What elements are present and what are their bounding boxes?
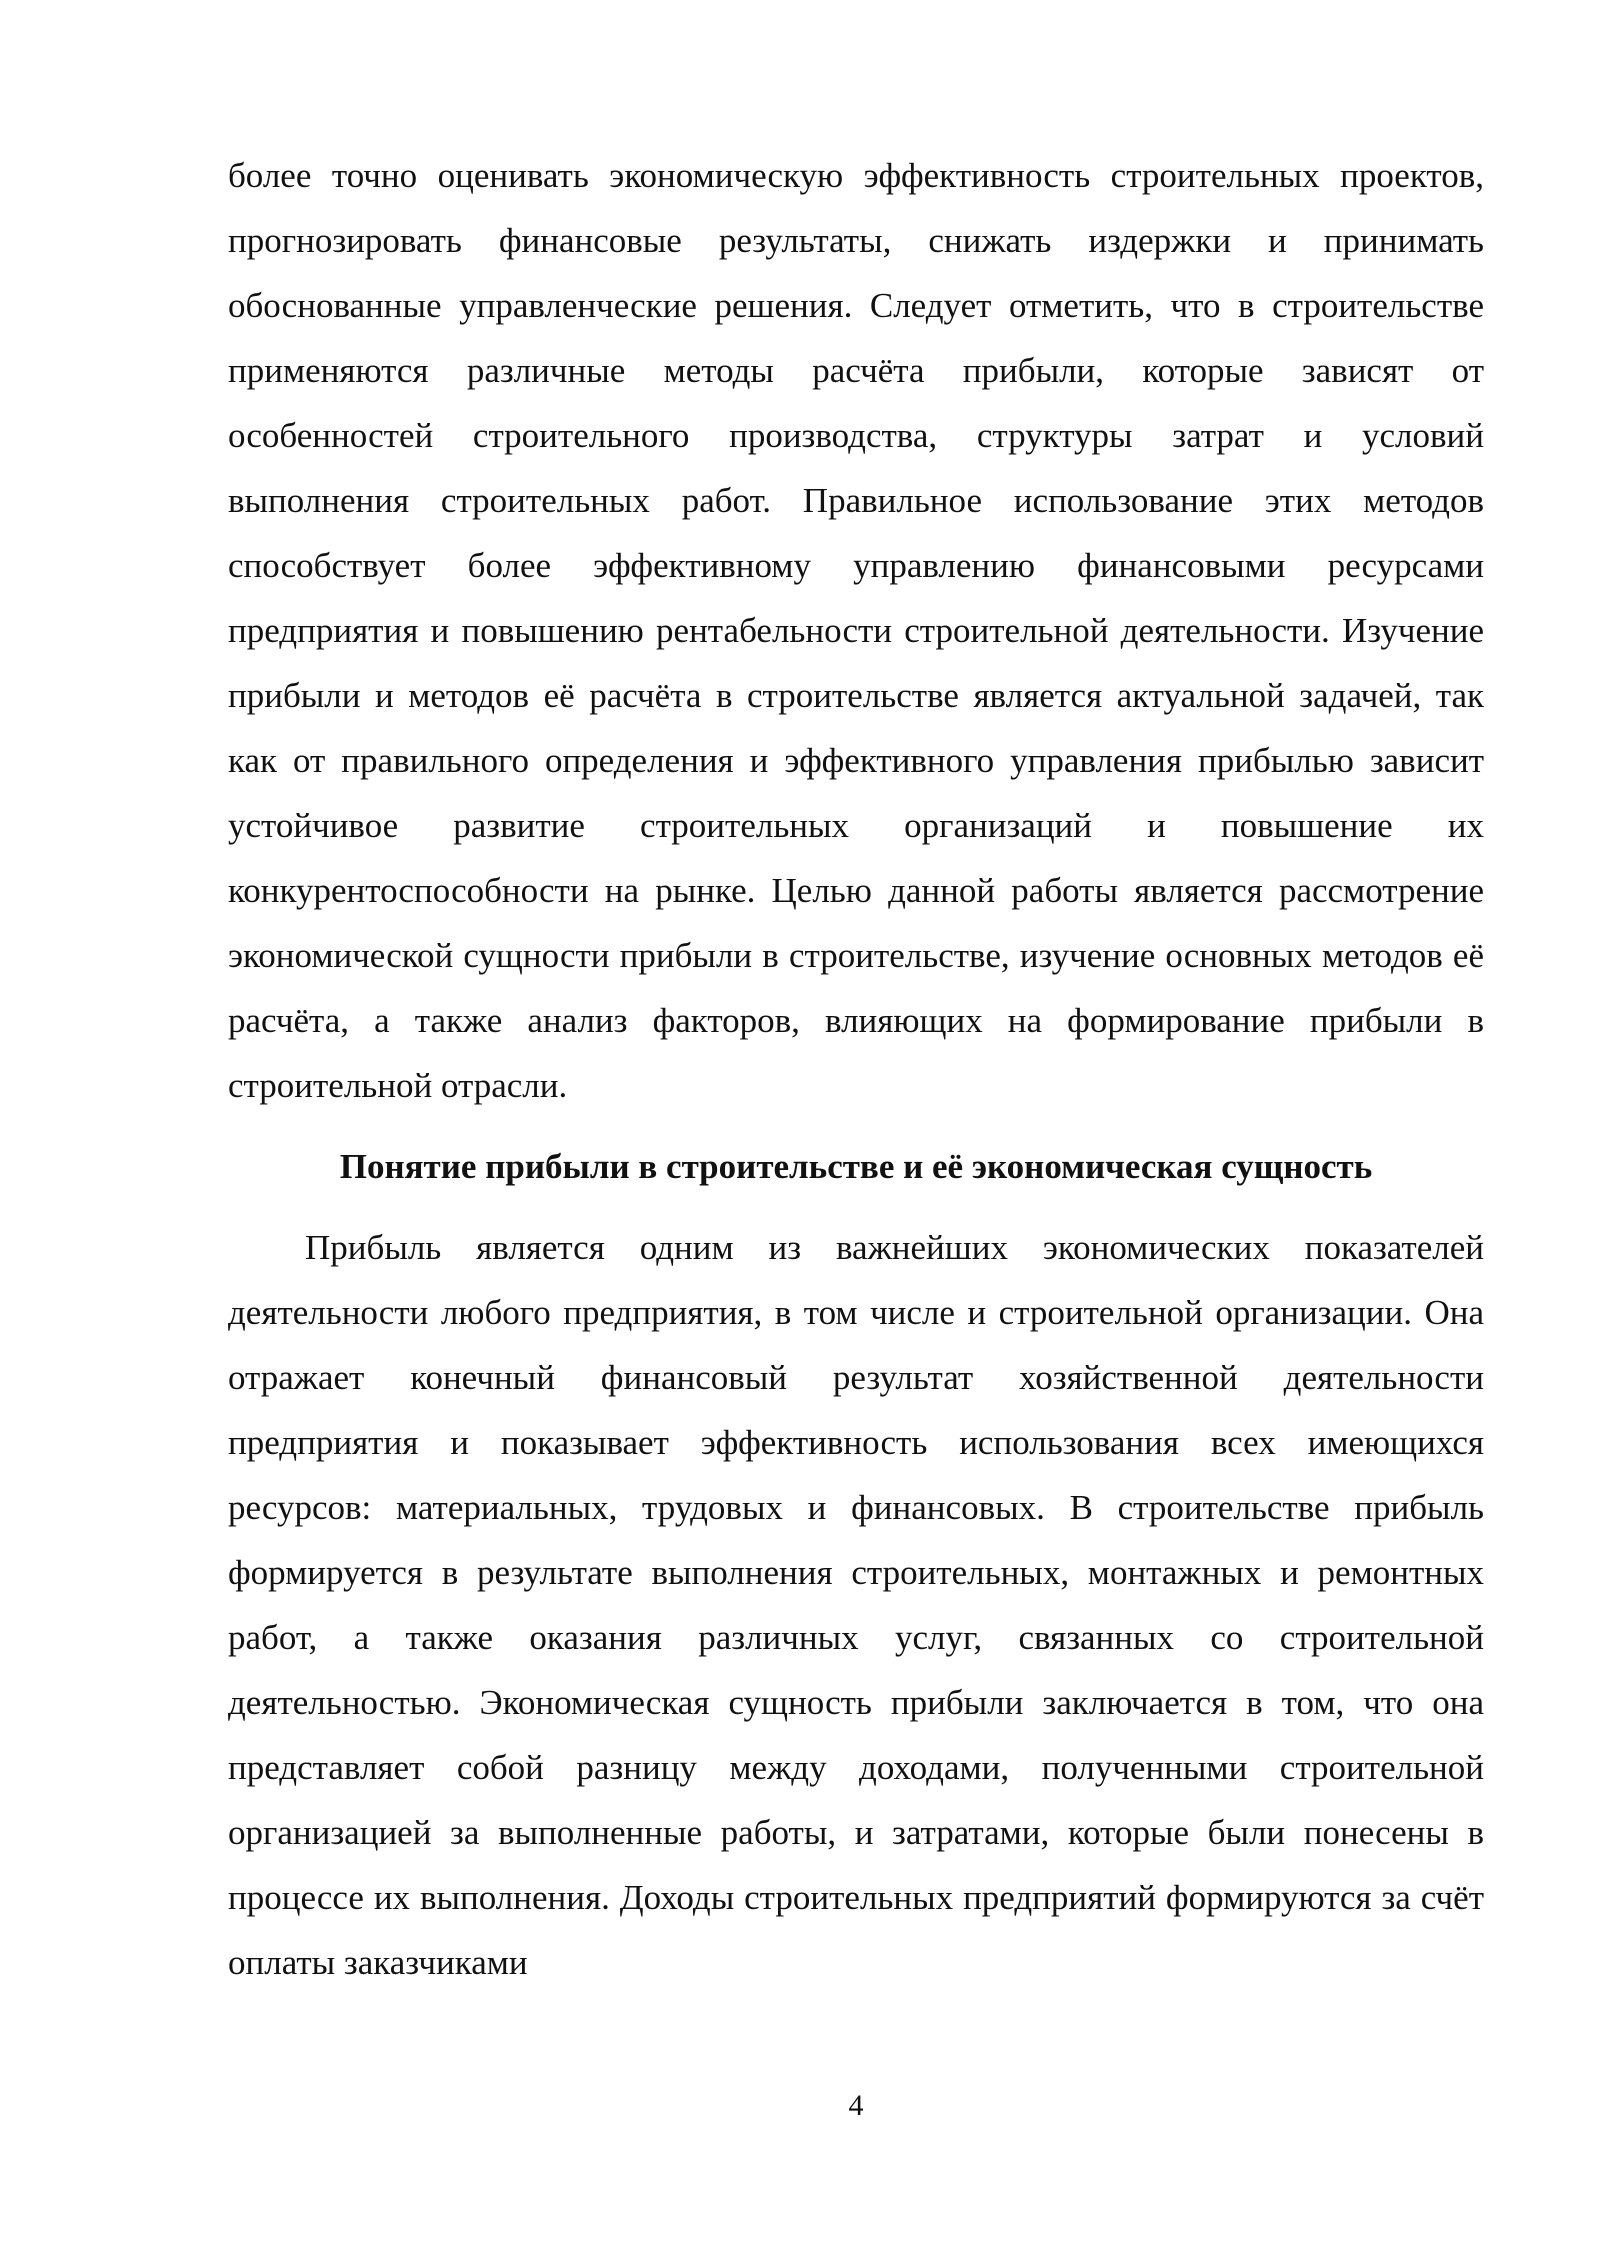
text-column [228,143,1484,1995]
section-heading: Понятие прибыли в строительстве и её экономическая сущность [339,1147,1373,1186]
page-number: 4 [848,2089,864,2122]
body-paragraph: Прибыль является одним из важнейших экономических показателей деятельности любого предприятия, в том числе и строительной организации. Она отражает конечный финансовый результат хозяйственной деятельности предприятия и показывает эффективность использования всех имеющихся ресурсов: материальных, трудовых и финансовых. В строительстве прибыль формируется в результате выполнения строительных, монтажных и ремонтных работ, а также оказания различных услуг, связанных со строительной деятельностью. Экономическая сущность прибыли заключается в том, что она представляет собой разницу между доходами, полученными строительной организацией за выполненные работы, и затратами, которые были понесены в процессе их выполнения. Доходы строительных предприятий формируются за счёт оплаты заказчиками [228,1228,1484,1982]
body-paragraph-continued: более точно оценивать экономическую эффективность строительных проектов, прогнозировать финансовые результаты, снижать издержки и принимать обоснованные управленческие решения. Следует отметить, что в строительстве применяются различные методы расчёта прибыли, которые зависят от особенностей строительного производства, структуры затрат и условий выполнения строительных работ. Правильное использование этих методов способствует более эффективному управлению финансовыми ресурсами предприятия и повышению рентабельности строительной деятельности. Изучение прибыли и методов её расчёта в строительстве является актуальной задачей, так как от правильного определения и эффективного управления прибылью зависит устойчивое развитие строительных организаций и повышение их конкурентоспособности на рынке. Целью данной работы является рассмотрение экономической сущности прибыли в строительстве, изучение основных методов её расчёта, а также анализ факторов, влияющих на формирование прибыли в строительной отрасли. [228,156,1484,1105]
